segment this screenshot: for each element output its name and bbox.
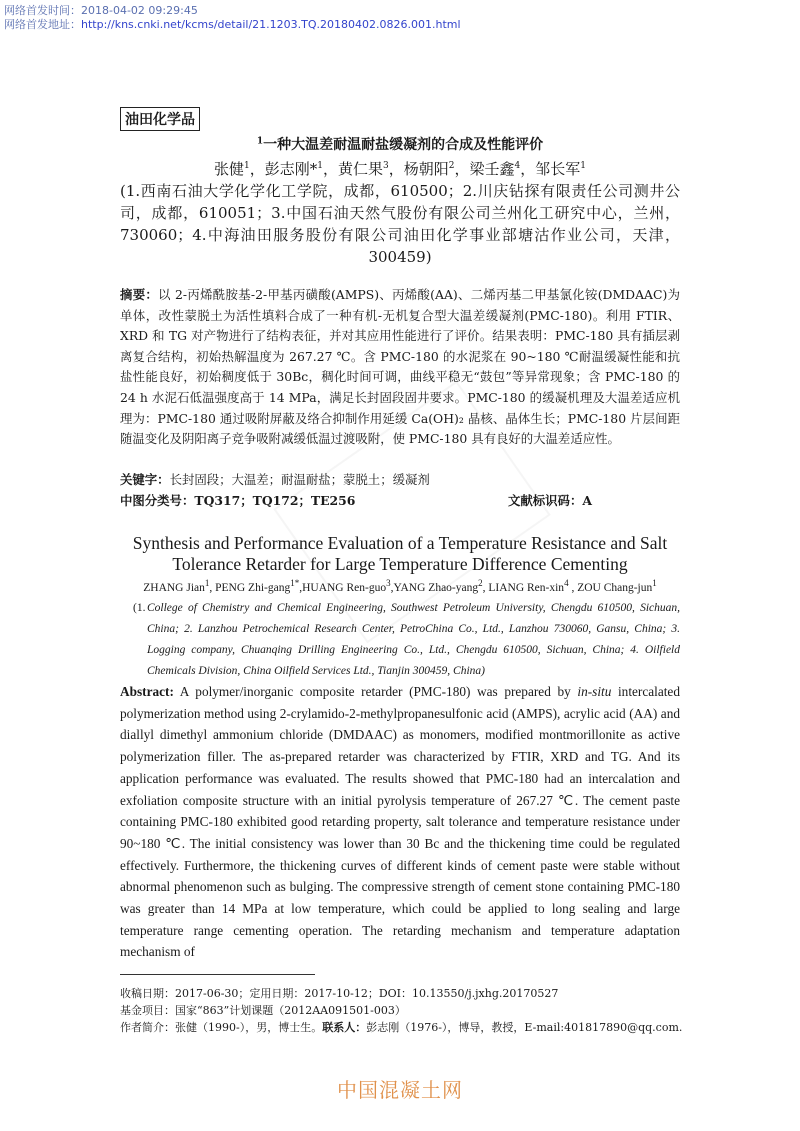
keywords-label: 关键字：: [120, 472, 170, 487]
chinese-author-name: 彭志刚*: [264, 160, 318, 178]
chinese-abstract-text: 以 2-丙烯酰胺基-2-甲基丙磺酸(AMPS)、丙烯酸(AA)、二烯丙基二甲基氯化铵(DMDAAC)为单体，改性蒙脱土为活性填料合成了一种有机-无机复合型大温差缓凝剂(PMC-180)。利用 FTIR、XRD 和 TG 对产物进行了结构表征，并对其应用性能进行了评价。结果表明：PMC-180 具有插层剥离复合结构，初始热解温度为 267.27 ℃。含 PMC-180 的水泥浆在 90~180 ℃耐温缓凝性能和抗盐性能良好，初始稠度低于 30Bc，稠化时间可调，曲线平稳无“鼓包”等异常现象；含 PMC-180 的 24 h 水泥石低温强度高于 14 MPa，满足长封固段固井要求。PMC-180 的缓凝机理及大温差适应机理为：PMC-180 通过吸附屏蔽及络合抑制作用延缓 Ca(OH)₂ 晶核、晶体生长；PMC-180 片层间距随温变化及阴阳离子竞争吸附减缓低温过渡吸附，使 PMC-180 具有良好的大温差适应性。: [120, 287, 680, 447]
author-separator: ，: [454, 160, 470, 178]
footnote-divider: [120, 974, 315, 975]
chinese-author-affil-mark: 1: [243, 161, 250, 171]
english-author-name: ZOU Chang-jun: [577, 581, 653, 594]
english-abstract-label: Abstract:: [120, 684, 174, 699]
english-affiliations-text: College of Chemistry and Chemical Engineering, Southwest Petroleum University, Chengdu 610500, Sichuan, China; 2. Lanzhou Petrochemical Research Center, PetroChina Co., Ltd., Lanzhou 730060, Gansu, China; 3. Logging company, Chuanqing Drilling Engineering Co., Ltd., Chengdu 610500, Sichuan, China; 4. Oilfield Chemicals Division, China Oilfield Services Ltd., Tianjin 300459, China): [147, 602, 680, 677]
clc-label: 中图分类号：: [120, 493, 195, 508]
english-abstract: [120, 681, 680, 963]
chinese-authors: [120, 158, 680, 179]
document-code: [508, 491, 592, 509]
chinese-abstract-label: 摘要：: [120, 287, 159, 302]
chinese-author-affil-mark: 3: [383, 161, 389, 171]
author-intro-text: 张健（1990-），男，博士生。: [175, 1021, 323, 1034]
keywords-text: 长封固段；大温差；耐温耐盐；蒙脱土；缓凝剂: [169, 472, 430, 487]
author-separator: ，: [388, 160, 404, 178]
chinese-author-name: 黄仁果: [337, 160, 383, 178]
footnote-fund: 基金项目：国家“863”计划课题（2012AA091501-003）: [120, 1004, 406, 1017]
english-abstract-pre: A polymer/inorganic composite retarder (PMC-180) was prepared by: [173, 684, 578, 699]
chinese-author-name: 邹长军: [535, 160, 581, 178]
english-author-name: YANG Zhao-yang: [393, 581, 479, 594]
english-author-affil-mark: 1: [204, 578, 210, 588]
english-author-affil-mark: 4: [564, 578, 569, 588]
publication-address-label: 网络首发地址：: [4, 18, 81, 31]
english-affiliations: [133, 598, 680, 682]
chinese-keywords: [120, 470, 680, 490]
english-author-name: LIANG Ren-xin: [488, 581, 565, 594]
english-title: Synthesis and Performance Evaluation of a Temperature Resistance and Salt Tolerance Retarder for Large Temperature Difference Cementing: [132, 533, 668, 574]
contact-label: 联系人：: [322, 1021, 367, 1034]
chinese-affiliations: (1.西南石油大学化学化工学院，成都，610500；2.川庆钻探有限责任公司测井公司，成都，610051；3.中国石油天然气股份有限公司兰州化工研究中心，兰州，730060；4.中海油田服务股份有限公司油田化学事业部塘沽作业公司，天津，300459): [120, 182, 680, 266]
site-watermark: 中国混凝土网: [337, 1078, 463, 1102]
author-separator: ,: [299, 581, 303, 594]
chinese-author-affil-mark: 4: [514, 161, 521, 171]
publication-time-label: 网络首发时间：: [4, 4, 81, 17]
english-author-affil-mark: 1*: [290, 578, 300, 588]
publication-url-link[interactable]: http://kns.cnki.net/kcms/detail/21.1203.TQ.20180402.0826.001.html: [81, 18, 461, 31]
chinese-title-text: 一种大温差耐温耐盐缓凝剂的合成及性能评价: [263, 137, 544, 153]
affiliation-number: (1.: [133, 602, 146, 614]
title-footnote-mark: 1: [256, 136, 264, 147]
author-separator: ,: [209, 581, 216, 594]
chinese-abstract: [120, 285, 680, 450]
chinese-author-affil-mark: 1: [317, 161, 323, 171]
english-author-affil-mark: 1: [652, 578, 657, 588]
english-author-name: PENG Zhi-gang: [215, 581, 291, 594]
clc-number: TQ317；TQ172；TE256: [194, 493, 356, 508]
document-code-value: A: [582, 493, 592, 508]
chinese-author-affil-mark: 2: [448, 161, 455, 171]
author-separator: ，: [322, 160, 338, 178]
english-authors: [110, 578, 690, 594]
chinese-title: [120, 134, 680, 154]
publication-time: 2018-04-02 09:29:45: [81, 4, 198, 17]
english-author-name: ZHANG Jian: [143, 581, 205, 594]
chinese-author-affil-mark: 1: [580, 161, 587, 171]
contact-text: 彭志刚（1976-），博导，教授，E-mail:401817890@qq.com.: [366, 1021, 683, 1034]
english-author-affil-mark: 2: [478, 578, 483, 588]
chinese-author-name: 杨朝阳: [403, 160, 449, 178]
english-abstract-italic: in-situ: [577, 684, 612, 699]
english-abstract-post: intercalated polymerization method using 2-crylamido-2-methylpropanesulfonic acid (AMPS), acrylic acid (AA) and diallyl dimethyl ammonium chloride (DMDAAC) as monomers, modified montmorillonite as active polymerization filler. The as-prepared retarder was characterized by FTIR, XRD and TG. And its application performance was evaluated. The results showed that PMC-180 had an intercalation and exfoliation composite structure with an initial pyrolysis temperature of 267.27 ℃. The cement paste containing PMC-180 exhibited good retarding property, salt tolerance and temperature resistance under 90~180 ℃. The initial consistency was lower than 30 Bc and the thickening time could be regulated effectively. Furthermore, the thickening curves of different kinds of cement paste were stable without abnormal phenomenon such as bulging. The compressive strength of cement stone containing PMC-180 was greater than 14 MPa at low temperature, which could be applied to long sealing and large temperature range cementing operation. The retarding mechanism and temperature adaptation mechanism of: [120, 684, 680, 960]
author-separator: ，: [520, 160, 536, 178]
author-separator: ，: [249, 160, 265, 178]
publication-address-line: [4, 16, 461, 32]
author-separator: ,: [568, 581, 578, 594]
footnote-author-intro: [120, 1020, 690, 1036]
author-separator: ,: [482, 581, 489, 594]
author-intro-label: 作者简介：: [120, 1021, 175, 1034]
author-separator: ,: [390, 581, 394, 594]
english-author-affil-mark: 3: [386, 578, 391, 588]
english-author-name: HUANG Ren-guo: [302, 581, 387, 594]
classification-line: [120, 491, 680, 509]
chinese-author-name: 张健: [213, 160, 244, 178]
document-code-label: 文献标识码：: [508, 493, 583, 508]
chinese-author-name: 梁壬鑫: [469, 160, 515, 178]
footnote-dates: 收稿日期：2017-06-30；定用日期：2017-10-12；DOI：10.13550/j.jxhg.20170527: [120, 987, 559, 1000]
section-tag: 油田化学品: [120, 107, 200, 131]
